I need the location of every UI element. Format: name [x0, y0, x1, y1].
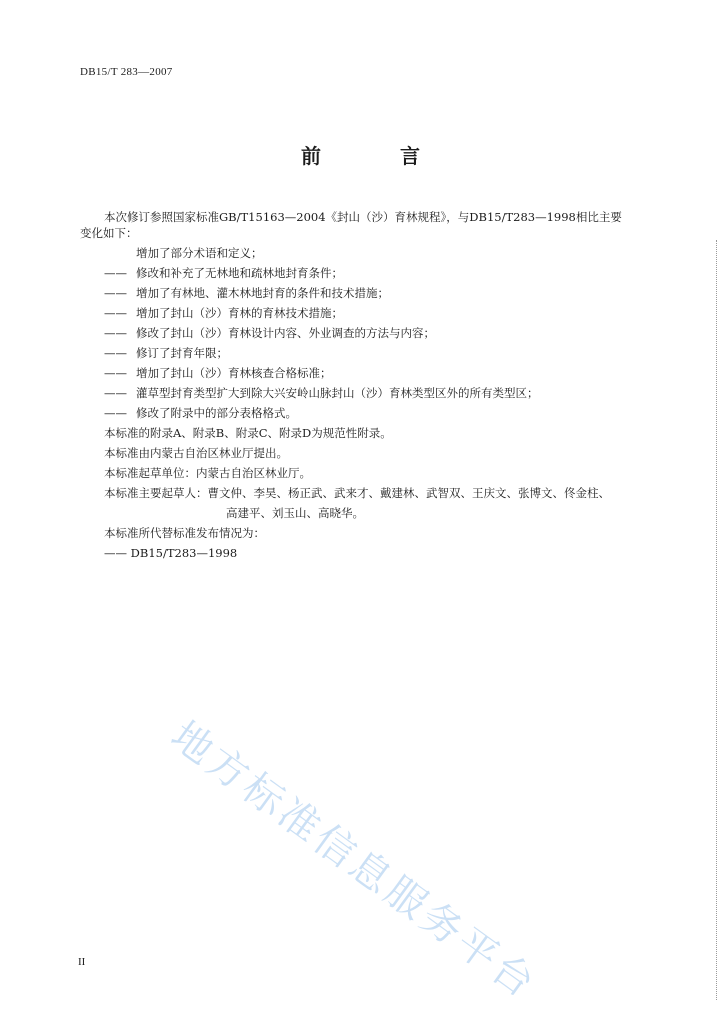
list-item: [104, 386, 539, 400]
list-dash: ——: [104, 386, 127, 400]
list-item: [104, 406, 297, 420]
superseded-label: 本标准所代替标准发布情况为：: [104, 526, 265, 540]
change-item-text: 增加了封山（沙）育林的育林技术措施；: [136, 306, 343, 320]
list-item: [104, 286, 389, 300]
page-number: II: [78, 956, 86, 968]
change-item-text: 增加了有林地、灌木林地封育的条件和技术措施；: [136, 286, 389, 300]
change-item-text: 灌草型封育类型扩大到除大兴安岭山脉封山（沙）育林类型区外的所有类型区；: [136, 386, 539, 400]
proposer-statement: 本标准由内蒙古自治区林业厅提出。: [104, 446, 288, 460]
intro-line-2: 变化如下：: [80, 226, 138, 240]
list-item: [104, 246, 263, 260]
list-dash: ——: [104, 306, 127, 320]
drafters-line-1: [104, 486, 610, 500]
change-item-text: 修改了封山（沙）育林设计内容、外业调查的方法与内容；: [136, 326, 435, 340]
appendix-note: 本标准的附录A、附录B、附录C、附录D为规范性附录。: [104, 426, 392, 440]
list-dash: ——: [104, 406, 127, 420]
list-item: [104, 366, 332, 380]
list-dash: ——: [104, 286, 127, 300]
intro-line-1: 本次修订参照国家标准GB/T15163—2004《封山（沙）育林规程》，与DB15/T283—1998相比主要: [104, 210, 622, 224]
list-dash: ——: [104, 266, 127, 280]
standard-code-header: DB15/T 283—2007: [80, 66, 173, 78]
drafting-unit-statement: 本标准起草单位：内蒙古自治区林业厅。: [104, 466, 311, 480]
list-dash: ——: [104, 326, 127, 340]
drafters-names: 曹文仲、李昊、杨正武、武来才、戴建林、武智双、王庆文、张博文、佟金柱、: [207, 486, 610, 500]
change-item-text: 修改了附录中的部分表格格式。: [136, 406, 297, 420]
drafters-label: 本标准主要起草人：: [104, 486, 208, 500]
change-item-text: 增加了部分术语和定义；: [136, 246, 263, 260]
change-item-text: 增加了封山（沙）育林核查合格标准；: [136, 366, 332, 380]
list-item: [104, 326, 435, 340]
scan-edge-line: [714, 240, 717, 1000]
change-item-text: 修订了封育年限；: [136, 346, 228, 360]
change-item-text: 修改和补充了无林地和疏林地封育条件；: [136, 266, 343, 280]
watermark: 地方标准信息服务平台: [162, 712, 546, 1009]
list-item: [104, 346, 228, 360]
list-item: [104, 306, 343, 320]
list-dash: ——: [104, 346, 127, 360]
superseded-item: —— DB15/T283—1998: [104, 546, 238, 560]
drafters-line-2: 高建平、刘玉山、高晓华。: [226, 506, 364, 520]
page-title: 前 言: [301, 144, 456, 168]
list-dash: ——: [104, 366, 127, 380]
list-item: [104, 266, 343, 280]
